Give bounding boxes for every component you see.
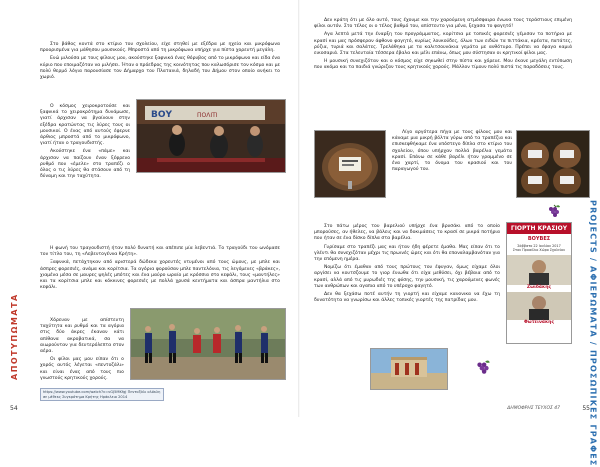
left-mid-text	[40, 104, 130, 182]
poster-line1: Σάββατο 22 Ιουλίου 2017	[517, 244, 561, 248]
right-paragraph: Αγα λεπτά μετά την έναρξη του προγράμματος, κορίτσια με τοπικές φορεσιές γέμισαν τα ποτήρια με κρασί και μας πρόσφεραν άφθονο φαγητό, κυρίως λουκούδες, όλων των ειδών τα πιττάκια, κρέατα, πατάτες, ρύζια, τυριά και σαλάτες. Τρελάθηκα με τα καλιτσουνάκια γεμάτα με ανθότυρο. Πρέπει να έφαγα καμιά εικοσαριά. Στα τελευταία τέσσερα έβαλα και μέλι επάνω, όπως μου σύστησαν οι κρητικοί φίλοι μας.	[314, 32, 572, 57]
left-page-number: 54	[10, 405, 18, 412]
grapes-icon	[546, 203, 562, 219]
right-paragraph: Η μουσική συνεχιζόταν και ο κόσμος είχε σηκωθεί στην πίστα και χόρευε. Μου έκανε μεγάλη εντύπωση που ακόμα και τα παιδιά γνώριζαν τους κρητικούς χορούς. Μάλλον τίμουν πολύ πιστά τις παραδόσεις τους.	[314, 59, 572, 71]
musicians-photo	[136, 99, 286, 173]
left-paragraph: Ακούστηκε ένα «πάμε» και άρχισαν να παίζουν έναν ξέφρενο ρυθμό που «έμελε» στο τραπέζι ο όλος ο τις λύρες θα στάσουν από τη δύναμη και την ταχύτητα.	[40, 149, 130, 180]
right-paragraph: Νομίζω ότι έμαθαν από τους πρώτους του έφυγαν, όμως είχαμε όλοι αργίσει να κουτσζουμε το γιορ ένιωθα ότι είχα μεθύσει, όχι βέβαια από το κρασί, αλλά από τις μυρωδιές της φύσης, την μουσική, τις χαρούμενες φωνές των ανθρώπων και αγαπια από το υπέροχο φαγητό.	[314, 265, 500, 289]
left-full-text	[40, 246, 280, 293]
left-paragraph: Ενώ μιλούσα με τους φίλους μου, ακούστηκε ξαφνικά ένας θόρυβος από το μικρόφωνο και είδα ένα κύριο που εποιμαζόταν να μιλήσει. Ήταν ο πρόεδρος της κοινότητας που καλωσόρισε τον κόσμο και με πολύ θερμό λόγια παρουσίασε τον Δήμαρχο του Πλατανιά, δηλαδή του Δήμου στον οποίο ανήκει το χωριό.	[40, 56, 280, 81]
right-paragraph: Δεν θα ξεχάσω ποτέ αυτήν τη γιορτή και είχαμε κανονικα να έχω τη δυνατότητα να γνωρίσω και άλλες τοπικές γιορτές της πατρίδας μου.	[314, 292, 500, 304]
left-paragraph: Οι φίλοι μας μου είπαν ότι ο χορός αυτός λέγεται «πεντοζάλι» και είναι ένας από τους πιο γνωστούς κρητικούς χορούς.	[40, 357, 124, 381]
barrel-photo-image	[315, 131, 385, 197]
wine-festival-poster	[506, 222, 572, 344]
poster-photo-2	[507, 292, 571, 320]
left-paragraph: Ξαφνικά, πετάχτηκαν από αριστερά δώδεκα χορευτές ντυμένοι από τους ώμους, με μπλε και άσπρες φορεσιές, ανάμα και κορίτσια. Τα αγόρια φορούσαν μπλε παντελόνια, τις λεγόμενες «βράκες», χιαμένα μέσα σε μαυρες ψηλές μπότες και ένα μαύρο ωραίο με κρόσσια στο κεφάλι, τους «μαντήλες» και τα κορίτσια μπλε και κόκκινες φορεσιές με πολλά χρυσά κεντήματα και άσπρα μαντήλια στο κεφάλι.	[40, 260, 280, 291]
poster-photo-1	[507, 255, 571, 285]
right-paragraph: Λίγο αργότερα πήγα με τους φίλους μου και κάναμε μια μικρή βόλτα γύρω από τα τραπέζια και επισκεφθήκαμε ένα υπόστεγο δίπλα στο κτίριο του σχολείου, όπου υπήρχαν πολλά βαρέλια γεμάτα κρασί. Επάνω σε κάθε βαρέλι ήταν γραμμένο σε ένα χαρτί, το όνομα του κρασιού και του παραγωγού του.	[392, 130, 512, 173]
left-side-tag	[4, 160, 20, 380]
right-side-tag-text: PROJECTS / ΑΦΙΕΡΩΜΑΤΑ / ΠΡΟΣΩΠΙΚΕΣ ΓΡΑΦΕΣ	[589, 200, 598, 467]
musicians-photo-image	[137, 100, 285, 172]
right-footer: ΔΗΜΟΦΡΗΣ ΤΕΥΧΟΣ 47	[507, 406, 560, 411]
dancers-photo-image	[131, 309, 285, 379]
left-paragraph: Χόρευαν με απίστευτη ταχύτητα και ρυθμό και τα αγόρια στις δύο άκρες έκαναν κάτι απίθανα ακροβατικά, σα να αιωρούνταν για δευτερόλεπτα στον αέρα.	[40, 318, 124, 355]
left-side-tag-text: ΑΠΟΤΥΠΩΜΑΤΑ	[10, 293, 19, 380]
video-caption[interactable]: https://www.youtube.com/watch?v=vGJ5MKfgj Πεντοζάλι ολόκλη σε μέθεκς Συγκρότημα Κρήτης Ηράκλειο 2014	[40, 388, 164, 401]
poster-name-1: Ζωιδάκης	[526, 285, 552, 290]
left-paragraph: Στο βάθος κοντά στο κτίριο του σχολείου, είχε στηθεί με εξέδρα με ηχεία και μικρόφωνα προορισμένα για μάθησου μουσικούς. Μπροστά από τη μικρόφωνα υπήρχε για πίστα χορευτή μεγάλη.	[40, 42, 280, 54]
grapes-icon-bottom	[474, 358, 492, 376]
right-low-text	[314, 224, 500, 306]
right-paragraph: Δεν κράτη ότι με όλο αυτό, τους έχουμε και την χαρούμενη ατμόσφαιρα ένωνα τους τεράστιους επιμένη φίλοι αυτόν. Στο τέλος οι ο τέλος βαθμό του, απίστευτο για μένα, ξεχασα το φαγητό!	[314, 18, 572, 30]
left-bottom-text	[40, 318, 124, 384]
dancers-photo	[130, 308, 286, 380]
right-page-number: 55	[582, 405, 590, 412]
svg-text:ΒΟΥ: ΒΟΥ	[151, 110, 173, 120]
svg-text:ΠΟΛΙΤΙ: ΠΟΛΙΤΙ	[197, 112, 218, 119]
poster-subtitle: ΒΟΥΒΕΣ	[527, 236, 551, 242]
right-top-text	[314, 18, 572, 74]
barrel-photo	[314, 130, 386, 198]
right-paragraph: Γυρίσαμε στο τραπέζι μας και ήταν ήδη φέρετε έμαθα. Μας είπαν ότι το γλέντι θα συνεχιζόταν μέχρι τις πρωινές ώρες και ότι θα επαναλαμβανόταν για την επόμενη ημέρα.	[314, 244, 500, 263]
left-paragraph: Ο κόσμος χειροκροτούσε και ξαφνικά το χειροκρότημα δυνάμωσε, γιατί άρχισαν να βγαίνουν στην εξέδρα κρατώντας τις λύρες τους οι μουσικοί. Ο ένας από αυτούς έφερνε άρθιος μπροστά από το μικρόφωνο, γιατί ήταν ο τραγουδιστής.	[40, 104, 130, 147]
palace-photo-image	[371, 349, 447, 389]
right-mid-text	[392, 130, 512, 175]
right-paragraph: Στο πάτω μέρος του βαρελιού υπήρχε ένα βρυσάκι από το οποίο μπορούσες, αν ήθελες, να βάλεις και να δοκιμάσεις το κρασί σε μικρά ποτήρια που ήταν σε ένα δίσκο δίπλα στα βαρέλια.	[314, 224, 500, 242]
palace-photo	[370, 348, 448, 390]
poster-name-2: Φωτεινάκης	[523, 320, 555, 325]
right-page	[300, 0, 600, 467]
barrels-photo-image	[517, 131, 589, 197]
left-paragraph: Η φωνή του τραγουδιστή ήταν πολύ δυνατή και απέπιπε μία λεβεντιά. Το τραγούδι του ωνόμασε τον τίτλο του, τη «Λεβεντογέννα Κρήτη».	[40, 246, 280, 258]
poster-line2: Στον Προαύλιο Χώρο Σχολείου	[512, 248, 566, 252]
left-intro-text	[40, 42, 280, 83]
barrels-photo	[516, 130, 590, 198]
left-page	[0, 0, 300, 417]
poster-title: ΓΙΟΡΤΗ ΚΡΑΣΙΟΥ	[507, 223, 571, 234]
